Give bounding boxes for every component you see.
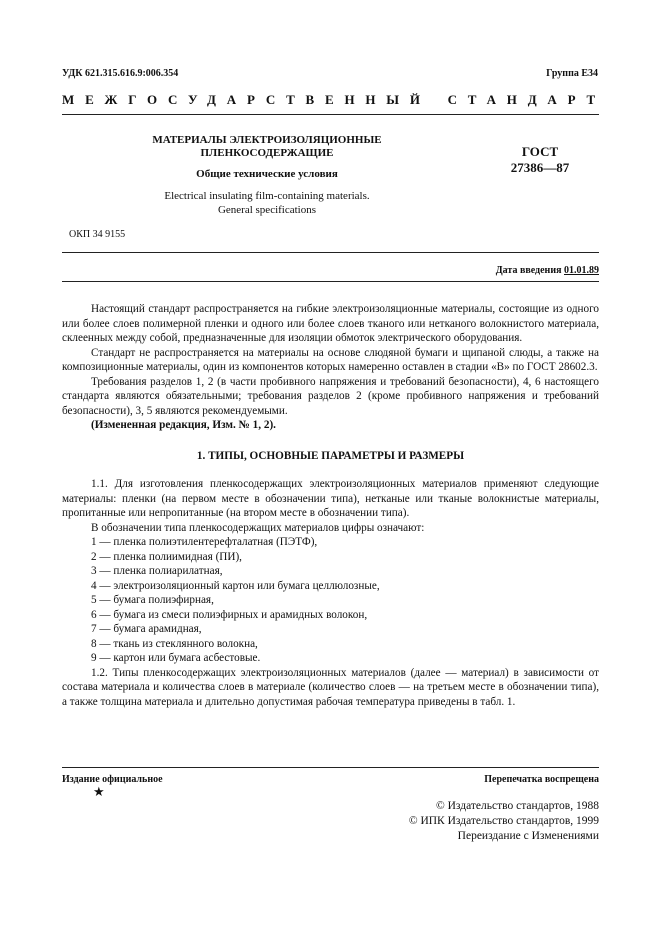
list-item: 6 — бумага из смеси полиэфирных и арамидных волокон, [91, 608, 368, 621]
copyright-1999: © ИПК Издательство стандартов, 1999 [408, 815, 599, 827]
list-item: 7 — бумага арамидная, [91, 623, 202, 635]
reissue-note: Переиздание с Изменениями [457, 830, 599, 842]
english-title-line-2: General specifications [217, 203, 317, 216]
okp-code: ОКП 34 9155 [69, 229, 126, 240]
clause-1-1: 1.1. Для изготовления пленкосодержащих электроизоляционных материалов применяют следующие материалы: пленки (на первом месте в обозначении типа), нетканые или тканые волокнистые материалы, пропитанные или непропитанные (на втором месте в обозначении типа). [62, 478, 599, 519]
title-line-2: ПЛЕНКОСОДЕРЖАЩИЕ [200, 147, 334, 159]
section-1-title: 1. ТИПЫ, ОСНОВНЫЕ ПАРАМЕТРЫ И РАЗМЕРЫ [196, 449, 465, 462]
amendment-note: (Измененная редакция, Изм. № 1, 2). [91, 419, 276, 431]
document-title-block [122, 134, 412, 217]
star-icon: ★ [93, 784, 105, 799]
list-item: 9 — картон или бумага асбестовые. [91, 652, 261, 664]
clause-1-2: 1.2. Типы пленкосодержащих электроизоляционных материалов (далее — материал) в зависимости от состава материала и количества слоев в материале (количество слоев — на третьем месте в обозначении типа), а также толщина материала и длительно допустимая рабочая температура приведены в табл. 1. [62, 666, 599, 708]
date-rule [62, 281, 599, 282]
gost-label: ГОСТ [521, 144, 559, 159]
digit-list [62, 535, 599, 666]
list-item: 4 — электроизоляционный картон или бумага целлюлозные, [91, 579, 380, 592]
banner-standard: СТАНДАРТ [447, 92, 606, 107]
gost-number: 27386—87 [510, 160, 570, 175]
footer-rule [62, 767, 599, 768]
list-item: 8 — ткань из стеклянного волокна, [91, 637, 258, 650]
copyright-1988: © Издательство стандартов, 1988 [435, 800, 599, 812]
english-title-line-1: Electrical insulating film-containing materials. [164, 190, 370, 202]
introduction-date-label: Дата введения [495, 265, 562, 276]
official-edition: Издание официальное [62, 774, 163, 785]
document-body [62, 302, 599, 709]
scope-paragraph: Настоящий стандарт распространяется на гибкие электроизоляционные материалы, состоящие из одного или более слоев полимерной пленки и одного или более слоев тканого или нетканого волокнистого материала, склеенных между собой, предназначенные для изоляции обмоток электрического оборудования. [62, 303, 599, 344]
banner-interstate: МЕЖГОСУДАРСТВЕННЫЙ [62, 92, 431, 107]
list-item: 2 — пленка полиимидная (ПИ), [91, 550, 242, 563]
udk-code: УДК 621.315.616.9:006.354 [62, 68, 179, 79]
top-rule [62, 114, 599, 115]
gost-designation [480, 144, 600, 176]
group-code: Группа Е34 [546, 68, 598, 79]
header-rule [62, 252, 599, 253]
title-line-1: МАТЕРИАЛЫ ЭЛЕКТРОИЗОЛЯЦИОННЫЕ [152, 134, 382, 146]
list-item: 1 — пленка полиэтилентерефталатная (ПЭТФ), [91, 536, 318, 548]
list-item: 5 — бумага полиэфирная, [91, 594, 214, 606]
digits-intro: В обозначении типа пленкосодержащих материалов цифры означают: [91, 521, 425, 534]
copyright-block [409, 799, 599, 844]
reprint-prohibited: Перепечатка воспрещена [484, 774, 599, 785]
document-subtitle: Общие технические условия [196, 168, 338, 180]
introduction-date-value: 01.01.89 [564, 265, 599, 276]
introduction-date [496, 265, 599, 276]
exclusion-paragraph: Стандарт не распространяется на материалы на основе слюдяной бумаги и щипаной слюды, а также на композиционные материалы, один из компонентов которых намеренно оставлен в стадии «В» по ГОСТ 28602.3. [62, 346, 599, 373]
requirements-paragraph: Требования разделов 1, 2 (в части пробивного напряжения и требований безопасности), 4, 6 настоящего стандарта являются обязательными; требования разделов 2 (кроме пробивного напряжения и требований безопасности), 3, 5 являются рекомендуемыми. [62, 375, 599, 417]
list-item: 3 — пленка полиарилатная, [91, 565, 223, 577]
english-title [122, 190, 412, 217]
